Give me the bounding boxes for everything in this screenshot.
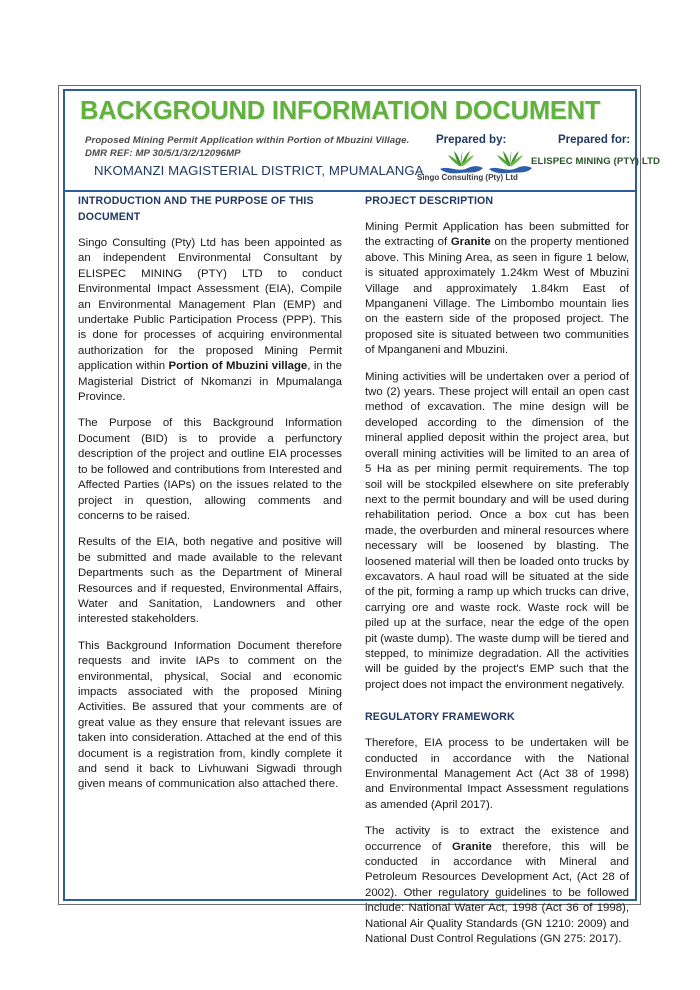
paragraph: Singo Consulting (Pty) Ltd has been appointed as an independent Environmental Consultant by ELISPEC MINING (PTY) LTD to conduct Environmental Impact Assessment (EIA), Compile an Environmental Management Plan (EMP) and undertake Public Participation Process (PPP). This is done for processes of acquiring environmental authorization for the proposed Mining Permit application within Portion of Mbuzini village, in the Magisterial District of Nkomanzi in Mpumalanga Province. (78, 237, 342, 404)
left-column (78, 193, 342, 793)
prepared-for-label: Prepared for: (558, 134, 631, 146)
paragraph: The Purpose of this Background Information Document (BID) is to provide a perfunctory description of the project and outline EIA processes to be followed and contributions from Interested and Affected Parties (IAPs) on the issues related to the project in question, allowing comments and concerns to be raised. (78, 417, 342, 522)
document-body (65, 193, 635, 946)
prepared-by-label: Prepared by: (436, 134, 507, 146)
paragraph: Mining activities will be undertaken over a period of two (2) years. These project will entail an open cast method of excavation. The mine design will be developed according to the dimension of the mineral applied deposit within the project area, but overall mining activities will be limited to an area of 5 Ha as per mining permit requirements. The top soil will be stockpiled elsewhere on site preferably next to the permit boundary and will be used during rehabilitation period. Once a box cut has been made, the overburden and mineral resources where necessary will be loosened by blasting. The loosened material will then be loaded onto trucks by excavators. A haul road will be situated at the side of the pit, forming a ramp up which trucks can drive, carrying ore and waste rock. Waste rock will be piled up at the surface, near the edge of the open pit (waste dump). The waste dump will be tiered and stepped, to minimize degradation. All the activities will be guided by the project's EMP such that the project does not impact the environment negatively. (365, 370, 629, 691)
magisterial-district: NKOMANZI MAGISTERIAL DISTRICT, MPUMALANGA (94, 163, 424, 178)
dmr-reference: DMR REF: MP 30/5/1/3/2/12096MP (85, 148, 241, 159)
right-column (365, 193, 629, 947)
singo-consulting-logo-icon (438, 149, 484, 175)
page-title: BACKGROUND INFORMATION DOCUMENT (80, 97, 601, 125)
document-header (65, 91, 661, 192)
regulatory-framework-heading: REGULATORY FRAMEWORK (365, 711, 515, 724)
paragraph: The activity is to extract the existence and occurrence of Granite therefore, this will be conducted in accordance with Mineral and Petroleum Resources Development Act, (Act 28 of 2002). Other regulatory guidelines to be followed include: National Water Act, 1998 (Act 36 of 1998), National Air Quality Standards (GN 1210: 2009) and National Dust Control Regulations (GN 275: 2017). (365, 825, 629, 946)
paragraph: Results of the EIA, both negative and positive will be submitted and made available to the relevant Departments such as the Department of Mineral Resources and if requested, Environmental Affairs, Water and Sanitation, Landowners and other interested stakeholders. (78, 536, 342, 626)
client-name: ELISPEC MINING (PTY) LTD (531, 156, 661, 167)
introduction-heading: INTRODUCTION AND THE PURPOSE OF THIS DOCUMENT (78, 195, 314, 223)
elispec-mining-logo-icon (487, 149, 533, 175)
project-description-heading: PROJECT DESCRIPTION (365, 195, 494, 207)
preparer-name: Singo Consulting (Pty) Ltd (417, 173, 518, 182)
paragraph: This Background Information Document therefore requests and invite IAPs to comment on the environmental, physical, Social and economic impacts associated with the proposed Mining Activities. Be assured that your comments are of great value as they ensure that relevant issues are taken into consideration. Attached at the end of this document is a registration from, kindly complete it and send it back to Livhuwani Sigwadi through given means of communication also attached there. (78, 639, 342, 791)
paragraph: Mining Permit Application has been submitted for the extracting of Granite on the property mentioned above. This Mining Area, as seen in figure 1 below, is situated approximately 1.24km West of Mbuzini Village and approximately 1.84km East of Mpanganeni Village. The Limbombo mountain lies on the eastern side of the proposed project. The proposed site is situated between two communities of Mpanganeni and Mbuzini. (365, 221, 629, 357)
header-subtitle: Proposed Mining Permit Application within Portion of Mbuzini Village. (85, 135, 410, 146)
paragraph: Therefore, EIA process to be undertaken will be conducted in accordance with the National Environmental Management Act (Act 38 of 1998) and Environmental Impact Assessment regulations as amended (April 2017). (365, 737, 629, 811)
